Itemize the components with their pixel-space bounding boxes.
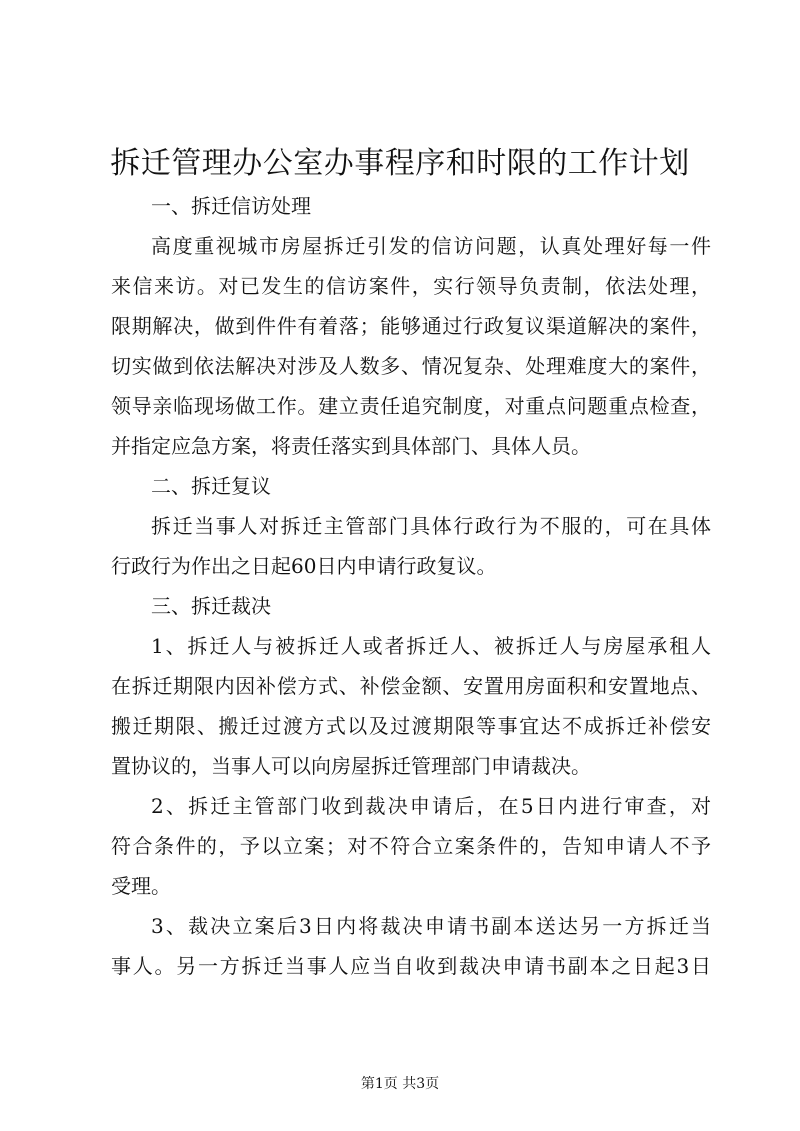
paragraph-line: 行政行为作出之日起60日内申请行政复议。 (111, 554, 497, 578)
paragraph-line: 领导亲临现场做工作。建立责任追究制度，对重点问题重点检查， (111, 394, 711, 418)
paragraph-line: 置协议的，当事人可以向房屋拆迁管理部门申请裁决。 (111, 754, 591, 778)
paragraph-line: 限期解决，做到件件有着落；能够通过行政复议渠道解决的案件， (111, 314, 711, 338)
paragraph-line: 1、拆迁人与被拆迁人或者拆迁人、被拆迁人与房屋承租人 (151, 634, 711, 658)
paragraph-line: 事人。另一方拆迁当事人应当自收到裁决申请书副本之日起3日 (111, 954, 711, 978)
paragraph-line: 符合条件的，予以立案；对不符合立案条件的，告知申请人不予 (111, 834, 711, 858)
paragraph-line: 受理。 (111, 874, 171, 898)
paragraph-line: 切实做到依法解决对涉及人数多、情况复杂、处理难度大的案件， (111, 354, 711, 378)
section-heading-2: 二、拆迁复议 (151, 474, 271, 498)
paragraph-line: 拆迁当事人对拆迁主管部门具体行政行为不服的，可在具体 (151, 514, 711, 538)
paragraph-2 (111, 506, 711, 586)
paragraph-line: 高度重视城市房屋拆迁引发的信访问题，认真处理好每一件 (151, 234, 711, 258)
paragraph-line: 搬迁期限、搬迁过渡方式以及过渡期限等事宜达不成拆迁补偿安 (111, 714, 711, 738)
paragraph-line: 来信来访。对已发生的信访案件，实行领导负责制，依法处理， (111, 274, 711, 298)
paragraph-line: 2、拆迁主管部门收到裁决申请后，在5日内进行审查，对 (151, 794, 711, 818)
paragraph-4 (111, 786, 711, 906)
section-heading-3: 三、拆迁裁决 (151, 594, 271, 618)
paragraph-1 (111, 226, 711, 466)
paragraph-line: 3、裁决立案后3日内将裁决申请书副本送达另一方拆迁当 (151, 914, 711, 938)
page-footer: 第1页 共3页 (360, 1076, 440, 1092)
paragraph-5 (111, 906, 711, 986)
paragraph-3 (111, 626, 711, 786)
paragraph-line: 并指定应急方案，将责任落实到具体部门、具体人员。 (111, 434, 591, 458)
paragraph-line: 在拆迁期限内因补偿方式、补偿金额、安置用房面积和安置地点、 (111, 674, 711, 698)
document-title: 拆迁管理办公室办事程序和时限的工作计划 (110, 146, 690, 181)
section-heading-1: 一、拆迁信访处理 (151, 194, 311, 218)
document-body (111, 186, 711, 986)
